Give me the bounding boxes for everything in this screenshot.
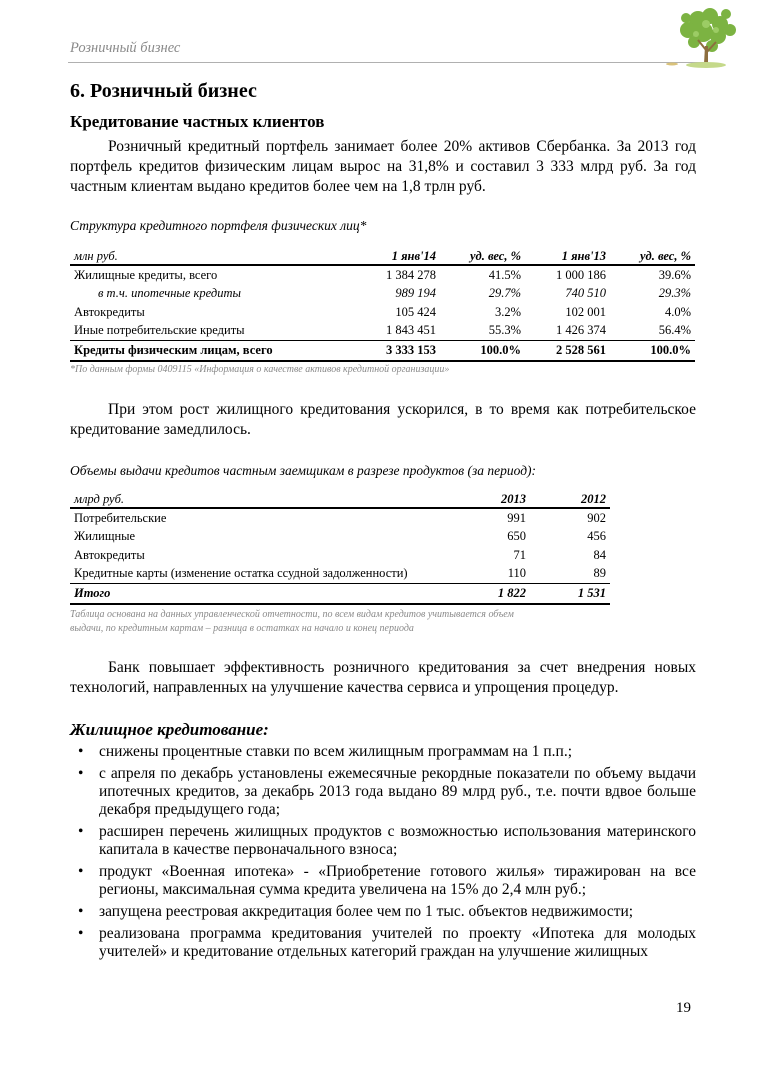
table-header-row (70, 491, 610, 508)
table-total-row (70, 341, 695, 361)
cell: 56.4% (658, 323, 691, 338)
cell: 29.7% (488, 286, 521, 301)
table2-note-line2: выдачи, по кредитным картам – разница в остатках на начало и конец периода (70, 623, 414, 634)
running-header: Розничный бизнес (70, 40, 181, 56)
cell: 39.6% (658, 267, 691, 282)
header-cell: 2013 (450, 491, 530, 508)
header-cell: млрд руб. (70, 491, 450, 508)
page-number: 19 (676, 1000, 691, 1016)
cell: 55.3% (488, 323, 521, 338)
row-label: Автокредиты (74, 547, 145, 562)
intro-paragraph (70, 137, 696, 197)
header-cell: уд. вес, % (610, 248, 695, 265)
header-cell: 1 янв'13 (525, 248, 610, 265)
cell: 4.0% (664, 304, 691, 319)
list-item (70, 823, 696, 859)
total-cell: 1 531 (530, 584, 610, 604)
table-row (70, 528, 610, 547)
header-cell: млн руб. (70, 248, 360, 265)
table-row (70, 546, 610, 565)
loan-portfolio-table (70, 248, 695, 362)
bullet-icon: • (78, 743, 84, 760)
header-cell: 2012 (530, 491, 610, 508)
row-label: Потребительские (74, 510, 167, 525)
total-cell: 100.0% (610, 341, 695, 361)
cell: 84 (593, 547, 606, 562)
growth-text: При этом рост жилищного кредитования ускорился, в то время как потребительское кредитование замедлилось. (70, 401, 696, 438)
list-item (70, 903, 696, 921)
cell: 1 843 451 (386, 323, 436, 338)
cell: 102 001 (565, 304, 606, 319)
table-row (70, 322, 695, 341)
table2-caption: Объемы выдачи кредитов частным заемщикам в разрезе продуктов (за период): (70, 463, 537, 478)
list-item-text: с апреля по декабрь установлены ежемесячные рекордные показатели по объему выдачи ипотечных кредитов, за декабрь 2013 года выдано 89 млрд руб., т.е. почти вдвое больше декабря предыдущего года; (99, 765, 696, 818)
section-title: 6. Розничный бизнес (70, 80, 257, 102)
table-header-row (70, 248, 695, 265)
list-item-text: запущена реестровая аккредитация более чем по 1 тыс. объектов недвижимости; (99, 903, 634, 920)
total-label: Кредиты физическим лицам, всего (70, 341, 360, 361)
header-cell: уд. вес, % (440, 248, 525, 265)
housing-bullet-list (70, 743, 696, 965)
table-row (70, 303, 695, 322)
efficiency-paragraph (70, 658, 696, 698)
cell: 105 424 (395, 304, 436, 319)
cell: 3.2% (494, 304, 521, 319)
cell: 29.3% (658, 286, 691, 301)
bullet-icon: • (78, 823, 84, 840)
row-label: в т.ч. ипотечные кредиты (98, 286, 241, 301)
housing-title: Жилищное кредитование: (70, 720, 269, 739)
section-subtitle: Кредитование частных клиентов (70, 112, 325, 131)
list-item (70, 863, 696, 899)
efficiency-text: Банк повышает эффективность розничного кредитования за счет внедрения новых технологий, направленных на улучшение качества сервиса и упрощения процедур. (70, 659, 696, 696)
table1-note: *По данным формы 0409115 «Информация о качестве активов кредитной организации» (70, 364, 450, 375)
cell: 89 (593, 566, 606, 581)
row-label: Автокредиты (74, 304, 145, 319)
list-item (70, 925, 696, 961)
bullet-icon: • (78, 863, 84, 880)
cell: 650 (507, 529, 526, 544)
bullet-icon: • (78, 765, 84, 782)
total-cell: 1 822 (450, 584, 530, 604)
table-row (70, 508, 610, 528)
cell: 456 (587, 529, 606, 544)
row-label: Иные потребительские кредиты (74, 323, 245, 338)
cell: 989 194 (395, 286, 436, 301)
row-label: Жилищные кредиты, всего (74, 267, 218, 282)
header-rule (68, 62, 704, 63)
bullet-icon: • (78, 925, 84, 942)
cell: 110 (507, 566, 526, 581)
cell: 740 510 (565, 286, 606, 301)
table-row (70, 265, 695, 285)
table1-caption: Структура кредитного портфеля физических лиц* (70, 218, 367, 233)
cell: 991 (507, 510, 526, 525)
cell: 1 426 374 (556, 323, 606, 338)
bullet-icon: • (78, 903, 84, 920)
list-item-text: расширен перечень жилищных продуктов с возможностью использования материнского капитала в качестве первоначального взноса; (99, 823, 696, 858)
table2-note-line1: Таблица основана на данных управленческой отчетности, по всем видам кредитов учитывается объем (70, 609, 514, 620)
row-label: Кредитные карты (изменение остатка ссудной задолженности) (74, 566, 408, 581)
table-total-row (70, 584, 610, 604)
tree-logo-icon (658, 2, 748, 74)
total-cell: 100.0% (440, 341, 525, 361)
table-row (70, 285, 695, 304)
cell: 71 (513, 547, 526, 562)
table-row (70, 565, 610, 584)
intro-text: Розничный кредитный портфель занимает более 20% активов Сбербанка. За 2013 год портфель кредитов физическим лицам вырос на 31,8% и составил 3 333 млрд руб. За год частным клиентам выдано кредитов более чем на 1,8 трлн руб. (70, 138, 696, 195)
cell: 1 384 278 (386, 267, 436, 282)
list-item-text: продукт «Военная ипотека» - «Приобретение готового жилья» тиражирован на все регионы, максимальная сумма кредита увеличена на 15% до 2,4 млн руб.; (99, 863, 696, 898)
cell: 902 (587, 510, 606, 525)
total-cell: 2 528 561 (525, 341, 610, 361)
list-item (70, 765, 696, 819)
cell: 41.5% (488, 267, 521, 282)
row-label: Жилищные (74, 529, 136, 544)
cell: 1 000 186 (556, 267, 606, 282)
total-cell: 3 333 153 (360, 341, 440, 361)
header-cell: 1 янв'14 (360, 248, 440, 265)
list-item-text: снижены процентные ставки по всем жилищным программам на 1 п.п.; (99, 743, 572, 760)
total-label: Итого (70, 584, 450, 604)
list-item-text: реализована программа кредитования учителей по проекту «Ипотека для молодых учителей» и кредитование отдельных категорий граждан на улучшение жилищных (99, 925, 696, 960)
loan-issuance-table (70, 491, 610, 605)
growth-paragraph (70, 400, 696, 440)
list-item (70, 743, 696, 761)
